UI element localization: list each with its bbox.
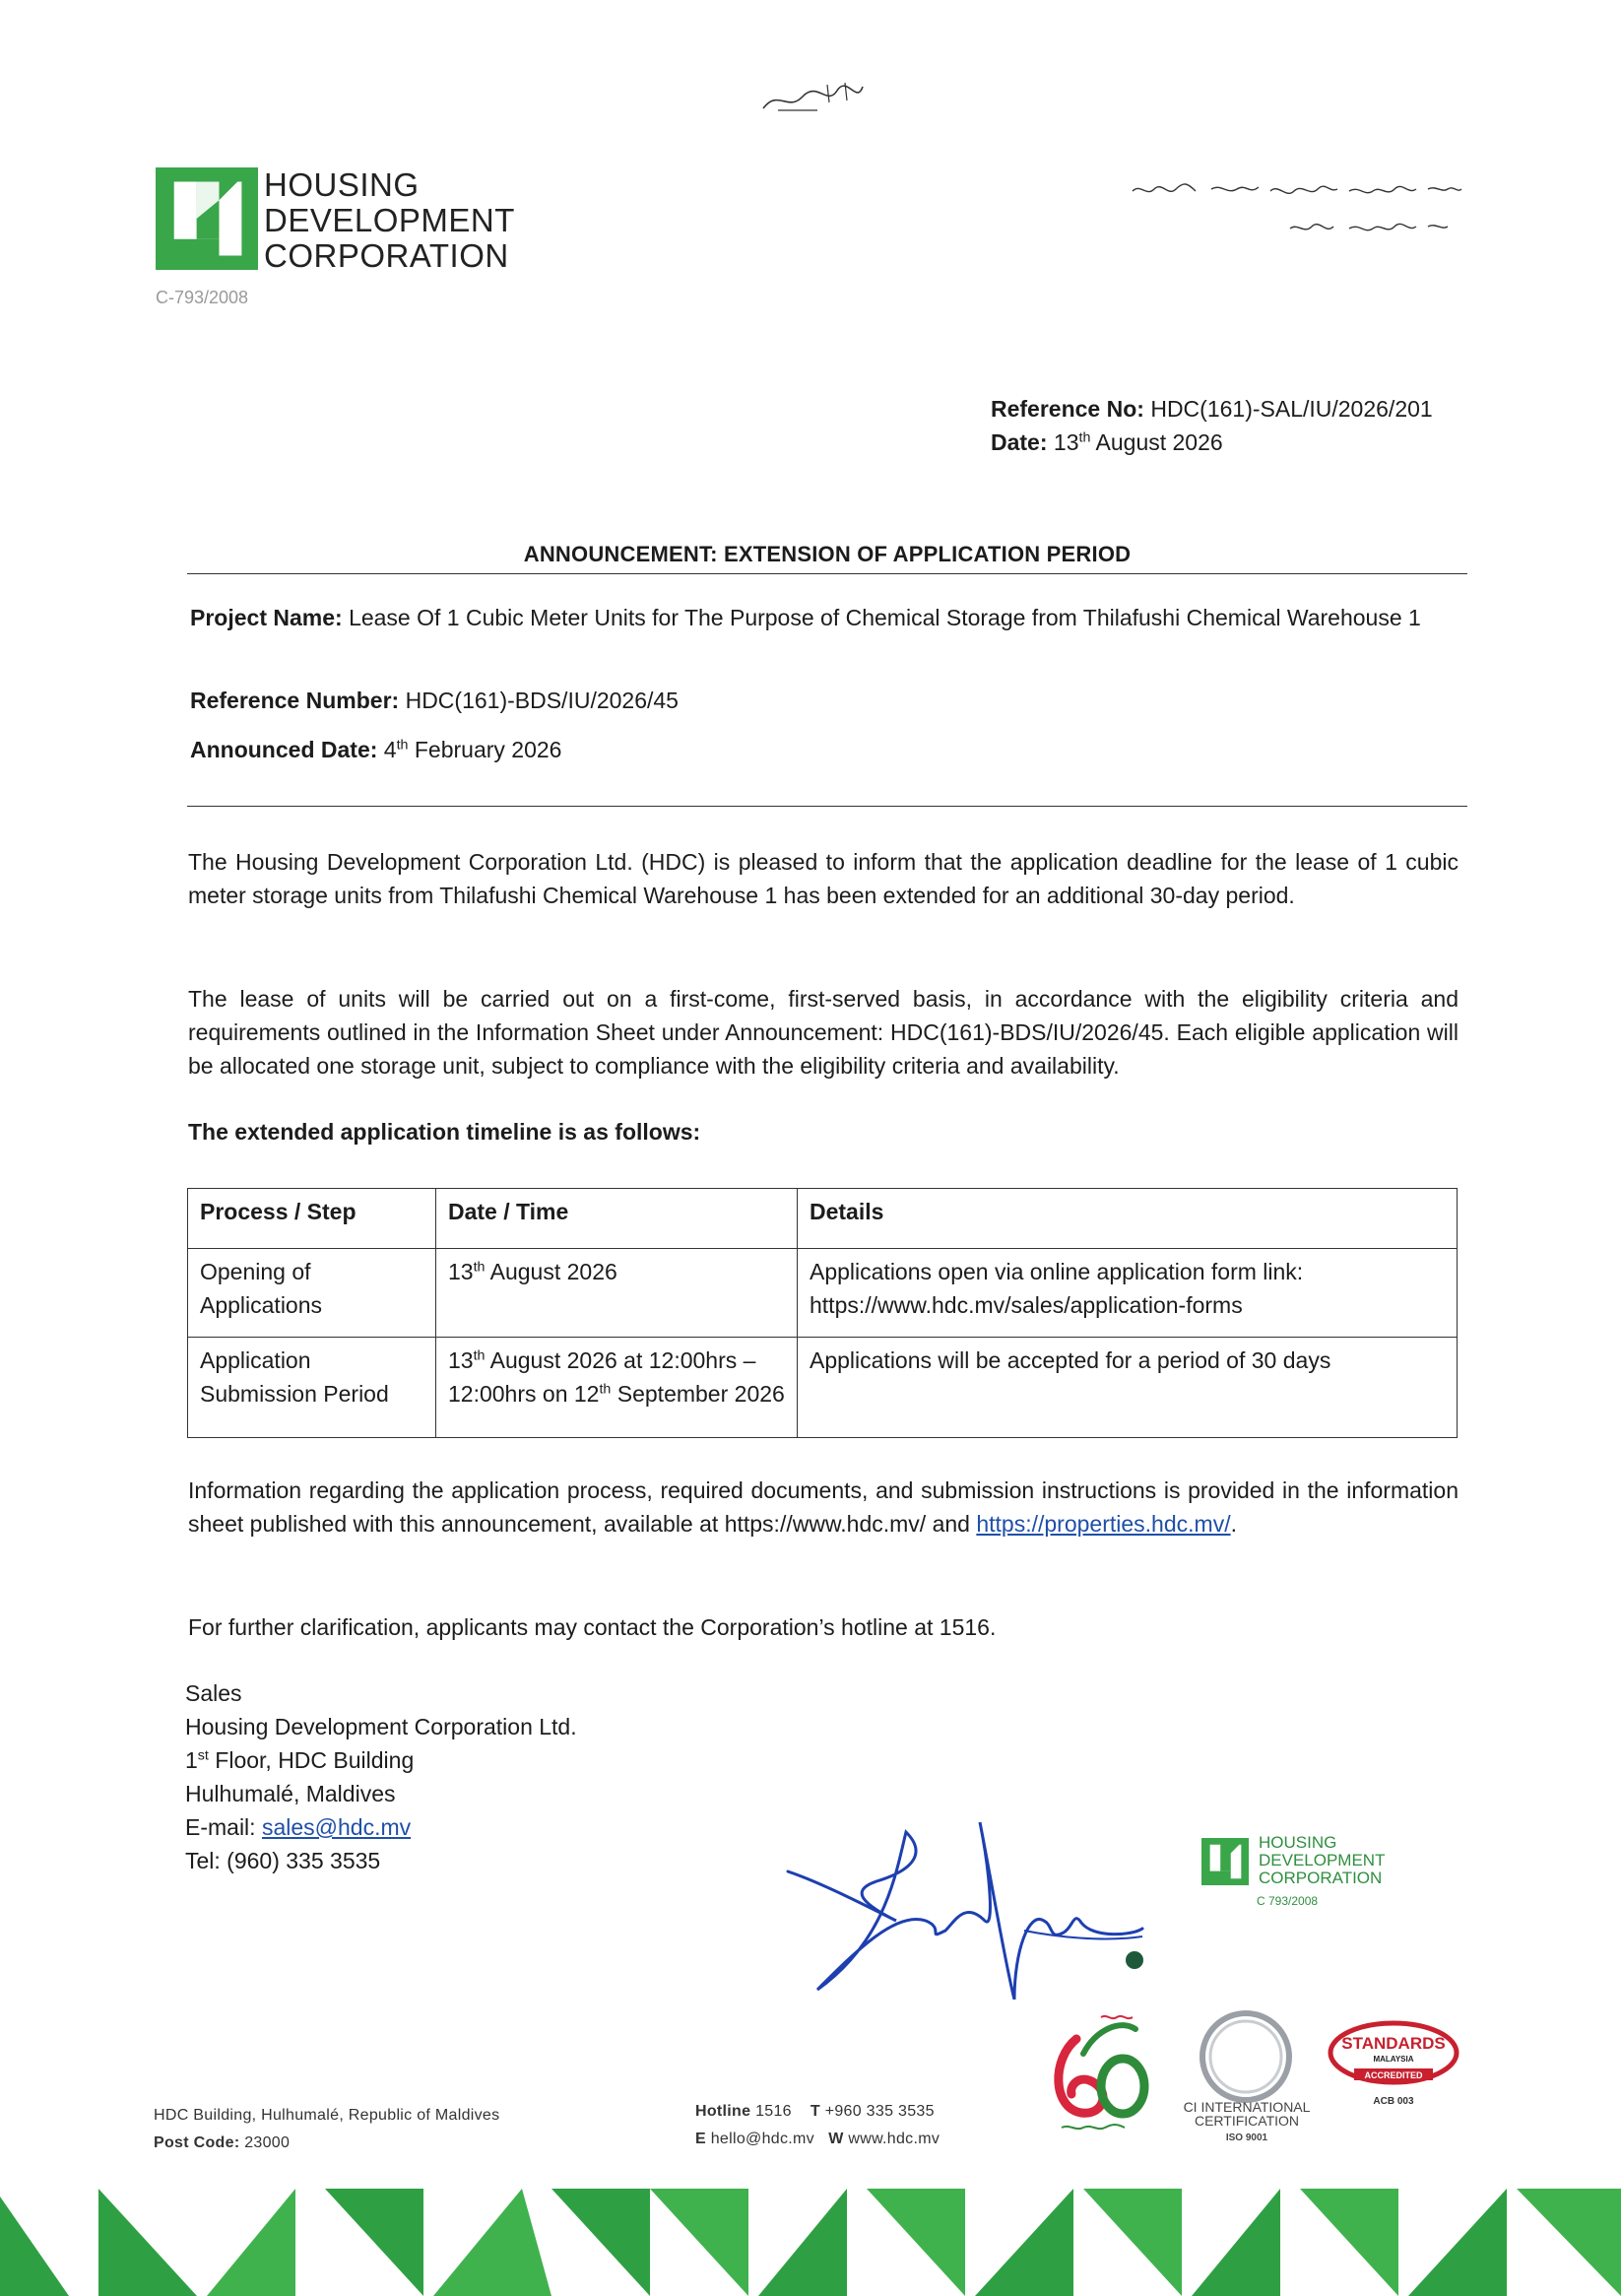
acb-label: ACB 003 bbox=[1373, 2096, 1414, 2107]
row2-start-suffix: th bbox=[473, 1347, 486, 1364]
dhivehi-letterhead-script bbox=[1123, 169, 1467, 242]
signoff-email bbox=[185, 1810, 577, 1844]
body-paragraph-2: The lease of units will be carried out on a first-come, first-served basis, in accordance with the eligibility criteria and requirements outlined in the Information Sheet under Announcement: HDC(161)-BDS/IU/2026/45. Each eligible application will be allocated one storage unit, subject to compliance with the eligibility criteria and availability. bbox=[188, 986, 1459, 1079]
logo-line: CORPORATION bbox=[264, 237, 509, 274]
web-label: W bbox=[828, 2131, 844, 2147]
footer-contact-line1 bbox=[695, 2098, 940, 2126]
title-divider bbox=[187, 573, 1467, 574]
std-country: MALAYSIA bbox=[1373, 2055, 1414, 2064]
signoff-city: Hulhumalé, Maldives bbox=[185, 1781, 396, 1806]
stamp-line: HOUSING bbox=[1259, 1833, 1337, 1852]
floor-rest: Floor, HDC Building bbox=[215, 1747, 415, 1773]
60-years-independence-icon bbox=[1042, 2000, 1160, 2137]
row2-date bbox=[436, 1338, 798, 1438]
stamp-line: CORPORATION bbox=[1259, 1869, 1383, 1887]
row1-date bbox=[436, 1249, 798, 1338]
row1-details: Applications open via online application form link: https://www.hdc.mv/sales/application-forms bbox=[798, 1249, 1458, 1338]
floor-num: 1 bbox=[185, 1747, 198, 1773]
stamp-line: DEVELOPMENT bbox=[1259, 1851, 1386, 1870]
row2-start-day: 13 bbox=[448, 1347, 474, 1373]
footer-postcode bbox=[154, 2130, 499, 2157]
reference-value: HDC(161)-SAL/IU/2026/201 bbox=[1150, 396, 1433, 422]
email-link[interactable]: sales@hdc.mv bbox=[261, 1814, 412, 1840]
signature-image bbox=[778, 1812, 1152, 2000]
header-date: Date / Time bbox=[436, 1189, 798, 1249]
logo-line: HOUSING bbox=[264, 166, 420, 203]
row1-date-day: 13 bbox=[448, 1259, 474, 1284]
footer-triangle-band bbox=[0, 2177, 1621, 2296]
logo-wordmark bbox=[264, 167, 515, 274]
footer-address-line: HDC Building, Hulhumalé, Republic of Maldives bbox=[154, 2107, 500, 2124]
ci-line: CERTIFICATION bbox=[1194, 2113, 1300, 2129]
postcode-label: Post Code: bbox=[154, 2134, 240, 2151]
ci-line: CI INTERNATIONAL bbox=[1183, 2099, 1311, 2115]
email-label: E-mail: bbox=[185, 1814, 256, 1840]
announced-rest: February 2026 bbox=[414, 737, 562, 762]
date-label: Date: bbox=[991, 429, 1048, 455]
refnum-value: HDC(161)-BDS/IU/2026/45 bbox=[405, 688, 679, 713]
announced-day: 4 bbox=[383, 737, 397, 762]
project-divider bbox=[187, 806, 1467, 807]
signoff-tel: Tel: (960) 335 3535 bbox=[185, 1848, 381, 1873]
hdc-logo-icon bbox=[156, 167, 258, 270]
info-text: Information regarding the application process, required documents, and submission instructions is provided in the information sheet published with this announcement, available at https://www.hdc.mv/ and bbox=[188, 1477, 1459, 1537]
stamp-wordmark bbox=[1259, 1834, 1385, 1887]
reference-number bbox=[190, 684, 1470, 717]
phone-value: +960 335 3535 bbox=[824, 2103, 935, 2120]
standards-malaysia-icon bbox=[1325, 2019, 1462, 2088]
row1-date-suffix: th bbox=[473, 1259, 486, 1276]
project-value: Lease Of 1 Cubic Meter Units for The Purpose of Chemical Storage from Thilafushi Chemical Warehouse 1 bbox=[349, 605, 1421, 630]
announced-label: Announced Date: bbox=[190, 737, 378, 762]
floor-suffix: st bbox=[197, 1747, 209, 1764]
timeline-heading: The extended application timeline is as follows: bbox=[188, 1119, 701, 1145]
signoff-block bbox=[185, 1676, 577, 1877]
basmala-calligraphy bbox=[758, 79, 867, 118]
date-day: 13 bbox=[1053, 429, 1079, 455]
email-footer-value: hello@hdc.mv bbox=[710, 2131, 814, 2147]
row2-details: Applications will be accepted for a period of 30 days bbox=[798, 1338, 1458, 1438]
reference-label: Reference No: bbox=[991, 396, 1144, 422]
row2-start-rest: August 2026 at 12:00hrs – 12:00hrs on bbox=[448, 1347, 756, 1407]
std-accredited: ACCREDITED bbox=[1364, 2070, 1423, 2080]
ci-iso: ISO 9001 bbox=[1225, 2132, 1268, 2143]
refnum-label: Reference Number: bbox=[190, 688, 400, 713]
hotline-label: Hotline bbox=[695, 2103, 751, 2120]
table-row bbox=[188, 1249, 1458, 1338]
project-name bbox=[190, 601, 1470, 634]
table-row bbox=[188, 1338, 1458, 1438]
row2-end-day: 12 bbox=[573, 1381, 600, 1407]
footer-address bbox=[154, 2102, 499, 2157]
row1-date-rest: August 2026 bbox=[489, 1259, 617, 1284]
date-line bbox=[991, 426, 1433, 459]
announcement-title: ANNOUNCEMENT: EXTENSION OF APPLICATION PERIOD bbox=[523, 542, 1132, 566]
body-paragraph-4: For further clarification, applicants may contact the Corporation’s hotline at 1516. bbox=[188, 1614, 997, 1640]
header-process: Process / Step bbox=[188, 1189, 436, 1249]
row2-end-rest: September 2026 bbox=[616, 1381, 785, 1407]
ci-label bbox=[1178, 2100, 1316, 2128]
registration-number: C-793/2008 bbox=[156, 288, 249, 307]
footer-contact-line2 bbox=[695, 2126, 940, 2153]
row2-step: Application Submission Period bbox=[188, 1338, 436, 1438]
reference-block bbox=[991, 392, 1433, 459]
row2-end-suffix: th bbox=[599, 1381, 612, 1398]
timeline-table bbox=[187, 1188, 1458, 1438]
announced-suffix: th bbox=[396, 737, 409, 754]
table-header-row bbox=[188, 1189, 1458, 1249]
stamp-logo-icon bbox=[1201, 1838, 1249, 1885]
signoff-dept: Sales bbox=[185, 1680, 242, 1706]
signoff-floor bbox=[185, 1743, 577, 1777]
postcode-value: 23000 bbox=[244, 2134, 291, 2151]
announced-date bbox=[190, 733, 1470, 766]
header-details: Details bbox=[798, 1189, 1458, 1249]
std-title: STANDARDS bbox=[1341, 2034, 1446, 2053]
footer-contact bbox=[695, 2098, 940, 2153]
phone-label: T bbox=[810, 2103, 820, 2120]
info-end: . bbox=[1230, 1511, 1237, 1537]
stamp-registration: C 793/2008 bbox=[1257, 1894, 1319, 1908]
email-footer-label: E bbox=[695, 2131, 706, 2147]
signoff-company: Housing Development Corporation Ltd. bbox=[185, 1714, 577, 1739]
row1-step: Opening of Applications bbox=[188, 1249, 436, 1338]
project-label: Project Name: bbox=[190, 605, 343, 630]
body-paragraph-3 bbox=[188, 1474, 1459, 1541]
hotline-value: 1516 bbox=[755, 2103, 792, 2120]
web-value: www.hdc.mv bbox=[848, 2131, 940, 2147]
date-rest: August 2026 bbox=[1095, 429, 1223, 455]
body-paragraph-1: The Housing Development Corporation Ltd. (HDC) is pleased to inform that the application deadline for the lease of 1 cubic meter storage units from Thilafushi Chemical Warehouse 1 has been extended for an additional 30-day period. bbox=[188, 849, 1459, 908]
logo-line: DEVELOPMENT bbox=[264, 202, 515, 238]
date-suffix: th bbox=[1078, 429, 1091, 446]
properties-link[interactable]: https://properties.hdc.mv/ bbox=[976, 1511, 1231, 1537]
reference-line bbox=[991, 392, 1433, 426]
